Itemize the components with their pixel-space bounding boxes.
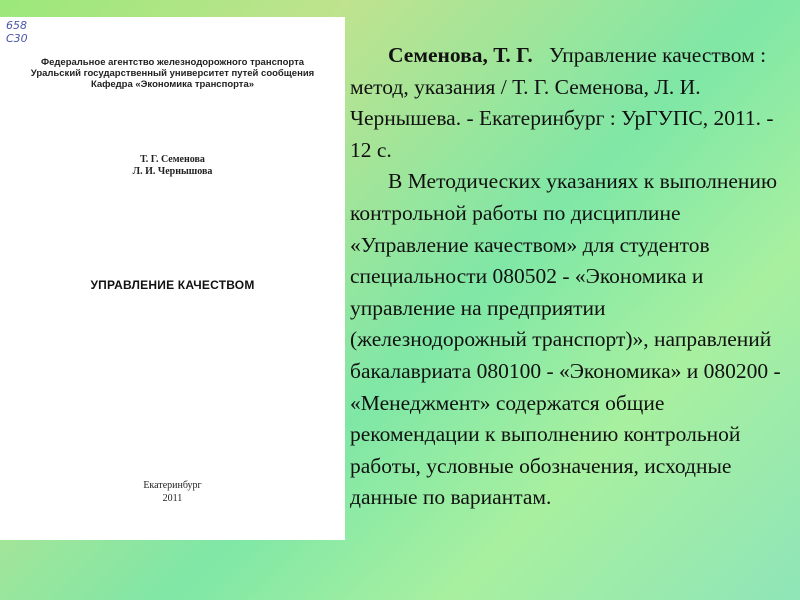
cover-year: 2011: [162, 493, 183, 504]
abstract: В Методических указаниях к выполнению контрольной работы по дисциплине «Управление качеством» для студентов специальности 080502 - «Экономика и управление на предприятии (железнодорожный транспорт)», направлений бакалавриата 080100 - «Экономика» и 080200 - «Менеджмент» содержатся общие рекомендации к выполнению контрольной работы, условные обозначения, исходные данные по вариантам.: [350, 169, 781, 510]
university-line: Уральский государственный университет путей сообщения: [30, 68, 315, 79]
cover-authors: [0, 154, 345, 178]
department-line: Кафедра «Экономика транспорта»: [90, 79, 255, 90]
handwritten-code-line: 658: [6, 19, 27, 32]
cover-author: Т. Г. Семенова: [140, 154, 205, 165]
book-cover: [0, 17, 345, 540]
agency-header: [0, 57, 345, 90]
citation-author: Семенова, Т. Г.: [388, 43, 533, 67]
handwritten-code: [6, 19, 50, 45]
book-description: [350, 40, 786, 514]
citation: [350, 40, 786, 166]
cover-author: Л. И. Чернышова: [132, 166, 213, 177]
citation-text: Управление качеством : метод, указания / Т. Г. Семенова, Л. И. Чернышева. - Екатеринбург : УрГУПС, 2011. - 12 с.: [350, 43, 774, 162]
handwritten-code-line: С30: [6, 32, 28, 45]
book-title: УПРАВЛЕНИЕ КАЧЕСТВОМ: [90, 278, 255, 292]
cover-city: Екатеринбург: [143, 480, 202, 491]
agency-line: Федеральное агентство железнодорожного транспорта: [40, 57, 305, 68]
cover-imprint: [0, 479, 345, 505]
